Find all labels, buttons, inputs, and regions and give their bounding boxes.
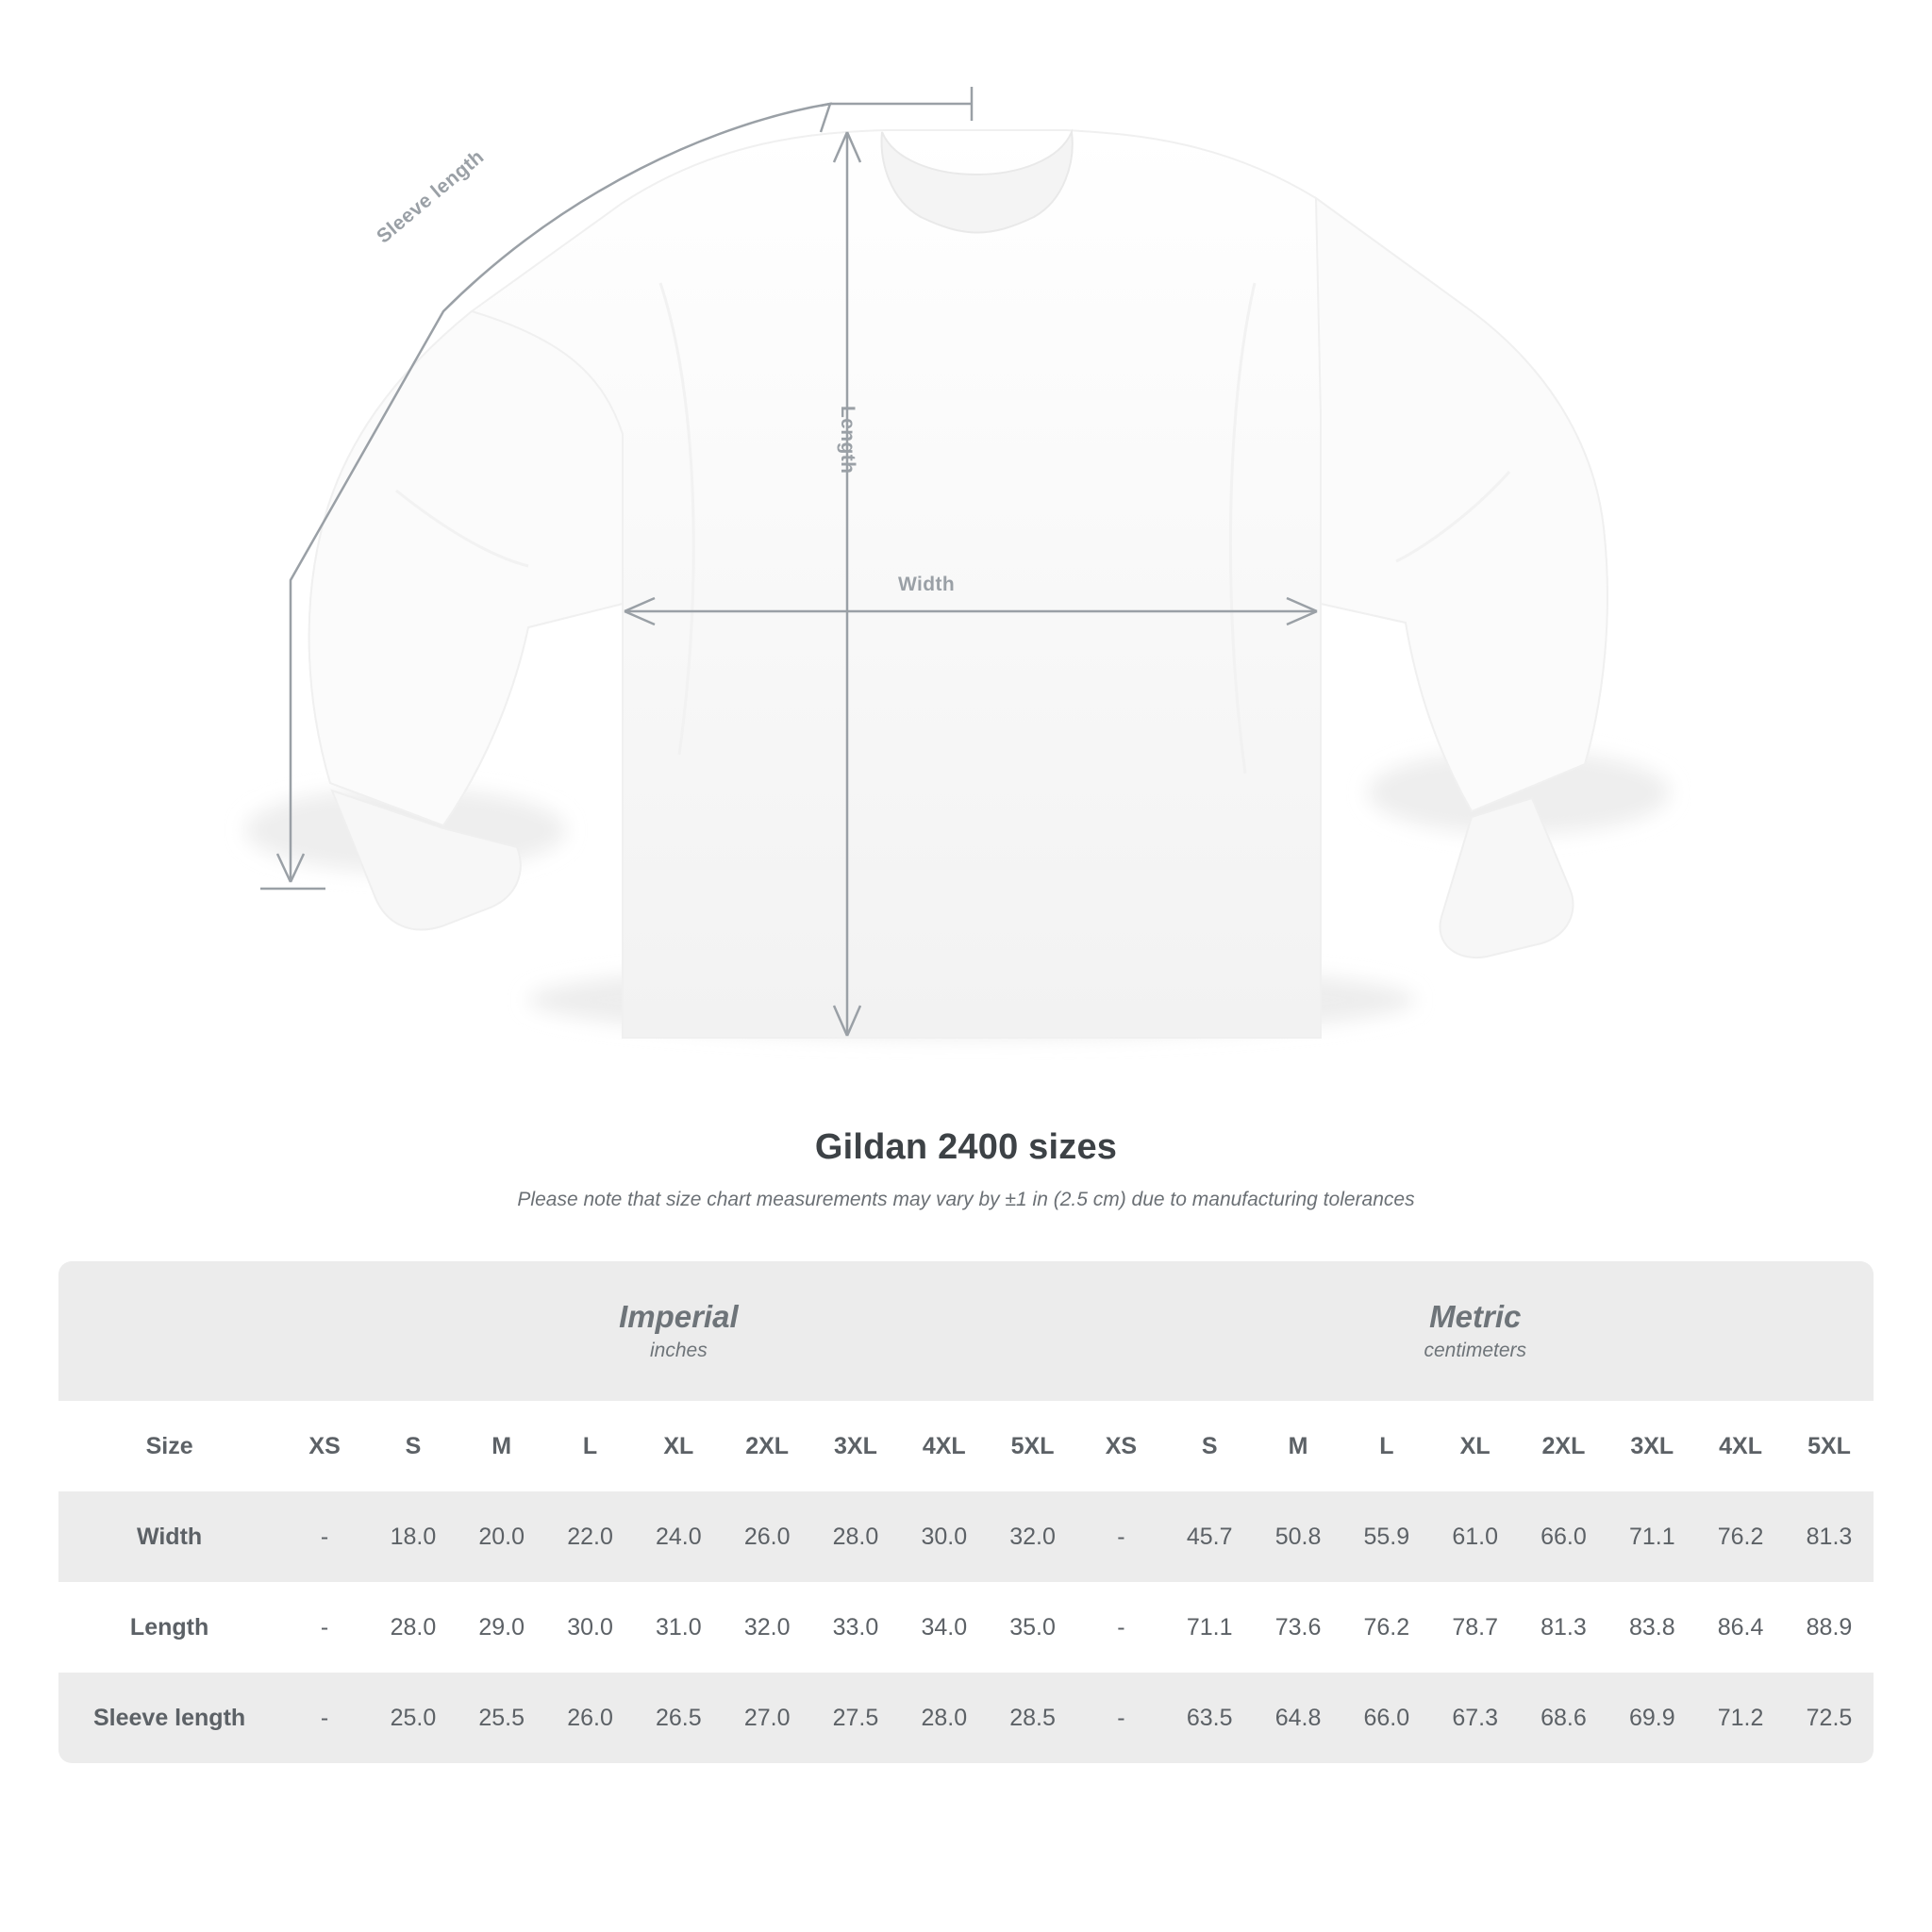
cell-sleeve-imperial-l: 26.0 — [546, 1673, 635, 1763]
unit-sub-imperial: inches — [649, 1339, 708, 1361]
cell-sleeve-metric-2xl: 68.6 — [1520, 1673, 1608, 1763]
header-size-imperial-m: M — [458, 1401, 546, 1491]
cell-width-imperial-4xl: 30.0 — [900, 1491, 989, 1582]
header-size-metric-l: L — [1342, 1401, 1431, 1491]
cell-length-metric-m: 73.6 — [1254, 1582, 1342, 1673]
unit-header-row — [58, 1261, 1874, 1401]
cell-sleeve-metric-l: 66.0 — [1342, 1673, 1431, 1763]
unit-header-imperial — [280, 1261, 1076, 1401]
title-block — [0, 1127, 1932, 1211]
cell-length-imperial-xs: - — [280, 1582, 369, 1673]
cell-length-metric-xl: 78.7 — [1431, 1582, 1520, 1673]
cell-sleeve-imperial-4xl: 28.0 — [900, 1673, 989, 1763]
cell-width-metric-m: 50.8 — [1254, 1491, 1342, 1582]
header-size-imperial-xs: XS — [280, 1401, 369, 1491]
unit-header-metric — [1077, 1261, 1874, 1401]
table-row — [58, 1491, 1874, 1582]
cell-sleeve-metric-s: 63.5 — [1165, 1673, 1254, 1763]
label-sleeve-length: Sleeve length — [373, 145, 489, 248]
header-size-metric-xs: XS — [1077, 1401, 1166, 1491]
cell-sleeve-imperial-2xl: 27.0 — [723, 1673, 811, 1763]
cell-length-metric-4xl: 86.4 — [1696, 1582, 1785, 1673]
size-table-container — [58, 1261, 1874, 1763]
header-size-imperial-xl: XL — [634, 1401, 723, 1491]
cell-width-metric-xl: 61.0 — [1431, 1491, 1520, 1582]
cell-sleeve-metric-5xl: 72.5 — [1785, 1673, 1874, 1763]
header-size-metric-xl: XL — [1431, 1401, 1520, 1491]
cell-width-metric-xs: - — [1077, 1491, 1166, 1582]
cell-length-metric-5xl: 88.9 — [1785, 1582, 1874, 1673]
unit-name-metric: Metric — [1429, 1298, 1522, 1334]
header-size-metric-m: M — [1254, 1401, 1342, 1491]
cell-length-imperial-l: 30.0 — [546, 1582, 635, 1673]
cell-sleeve-metric-3xl: 69.9 — [1607, 1673, 1696, 1763]
cell-sleeve-imperial-xs: - — [280, 1673, 369, 1763]
cell-length-metric-xs: - — [1077, 1582, 1166, 1673]
row-label-width: Width — [58, 1491, 280, 1582]
tolerance-note: Please note that size chart measurements may vary by ±1 in (2.5 cm) due to manufacturing tolerances — [517, 1189, 1415, 1210]
cell-sleeve-imperial-3xl: 27.5 — [811, 1673, 900, 1763]
header-size-imperial-5xl: 5XL — [989, 1401, 1077, 1491]
cell-width-metric-4xl: 76.2 — [1696, 1491, 1785, 1582]
unit-name-imperial: Imperial — [619, 1298, 739, 1334]
cell-length-imperial-5xl: 35.0 — [989, 1582, 1077, 1673]
cell-length-metric-l: 76.2 — [1342, 1582, 1431, 1673]
size-table — [58, 1261, 1874, 1763]
header-size-metric-3xl: 3XL — [1607, 1401, 1696, 1491]
cell-width-imperial-xs: - — [280, 1491, 369, 1582]
cell-sleeve-metric-4xl: 71.2 — [1696, 1673, 1785, 1763]
label-length: Length — [837, 406, 858, 475]
header-size-label: Size — [58, 1401, 280, 1491]
cell-width-imperial-l: 22.0 — [546, 1491, 635, 1582]
cell-width-imperial-2xl: 26.0 — [723, 1491, 811, 1582]
cell-length-imperial-m: 29.0 — [458, 1582, 546, 1673]
header-size-imperial-2xl: 2XL — [723, 1401, 811, 1491]
cell-width-metric-3xl: 71.1 — [1607, 1491, 1696, 1582]
header-size-metric-4xl: 4XL — [1696, 1401, 1785, 1491]
cell-width-imperial-s: 18.0 — [369, 1491, 458, 1582]
unit-sub-metric: centimeters — [1424, 1339, 1527, 1361]
cell-width-imperial-xl: 24.0 — [634, 1491, 723, 1582]
cell-width-metric-s: 45.7 — [1165, 1491, 1254, 1582]
unit-header-spacer — [58, 1261, 280, 1401]
header-size-metric-s: S — [1165, 1401, 1254, 1491]
cell-sleeve-metric-xl: 67.3 — [1431, 1673, 1520, 1763]
cell-sleeve-imperial-s: 25.0 — [369, 1673, 458, 1763]
label-width: Width — [898, 574, 956, 595]
cell-width-metric-5xl: 81.3 — [1785, 1491, 1874, 1582]
cell-length-metric-2xl: 81.3 — [1520, 1582, 1608, 1673]
cell-length-metric-3xl: 83.8 — [1607, 1582, 1696, 1673]
header-size-imperial-l: L — [546, 1401, 635, 1491]
cell-sleeve-imperial-m: 25.5 — [458, 1673, 546, 1763]
header-size-imperial-s: S — [369, 1401, 458, 1491]
row-label-length: Length — [58, 1582, 280, 1673]
table-row — [58, 1673, 1874, 1763]
cell-width-imperial-3xl: 28.0 — [811, 1491, 900, 1582]
cell-width-metric-2xl: 66.0 — [1520, 1491, 1608, 1582]
table-row — [58, 1582, 1874, 1673]
cell-length-imperial-2xl: 32.0 — [723, 1582, 811, 1673]
cell-sleeve-metric-xs: - — [1077, 1673, 1166, 1763]
page-title: Gildan 2400 sizes — [814, 1127, 1118, 1167]
cell-length-imperial-s: 28.0 — [369, 1582, 458, 1673]
row-label-sleeve-length: Sleeve length — [58, 1673, 280, 1763]
cell-sleeve-metric-m: 64.8 — [1254, 1673, 1342, 1763]
size-header-row — [58, 1401, 1874, 1491]
cell-length-imperial-4xl: 34.0 — [900, 1582, 989, 1673]
header-size-imperial-3xl: 3XL — [811, 1401, 900, 1491]
cell-length-imperial-xl: 31.0 — [634, 1582, 723, 1673]
header-size-imperial-4xl: 4XL — [900, 1401, 989, 1491]
header-size-metric-2xl: 2XL — [1520, 1401, 1608, 1491]
cell-sleeve-imperial-xl: 26.5 — [634, 1673, 723, 1763]
cell-length-imperial-3xl: 33.0 — [811, 1582, 900, 1673]
header-size-metric-5xl: 5XL — [1785, 1401, 1874, 1491]
cell-width-imperial-m: 20.0 — [458, 1491, 546, 1582]
cell-sleeve-imperial-5xl: 28.5 — [989, 1673, 1077, 1763]
cell-length-metric-s: 71.1 — [1165, 1582, 1254, 1673]
cell-width-imperial-5xl: 32.0 — [989, 1491, 1077, 1582]
cell-width-metric-l: 55.9 — [1342, 1491, 1431, 1582]
